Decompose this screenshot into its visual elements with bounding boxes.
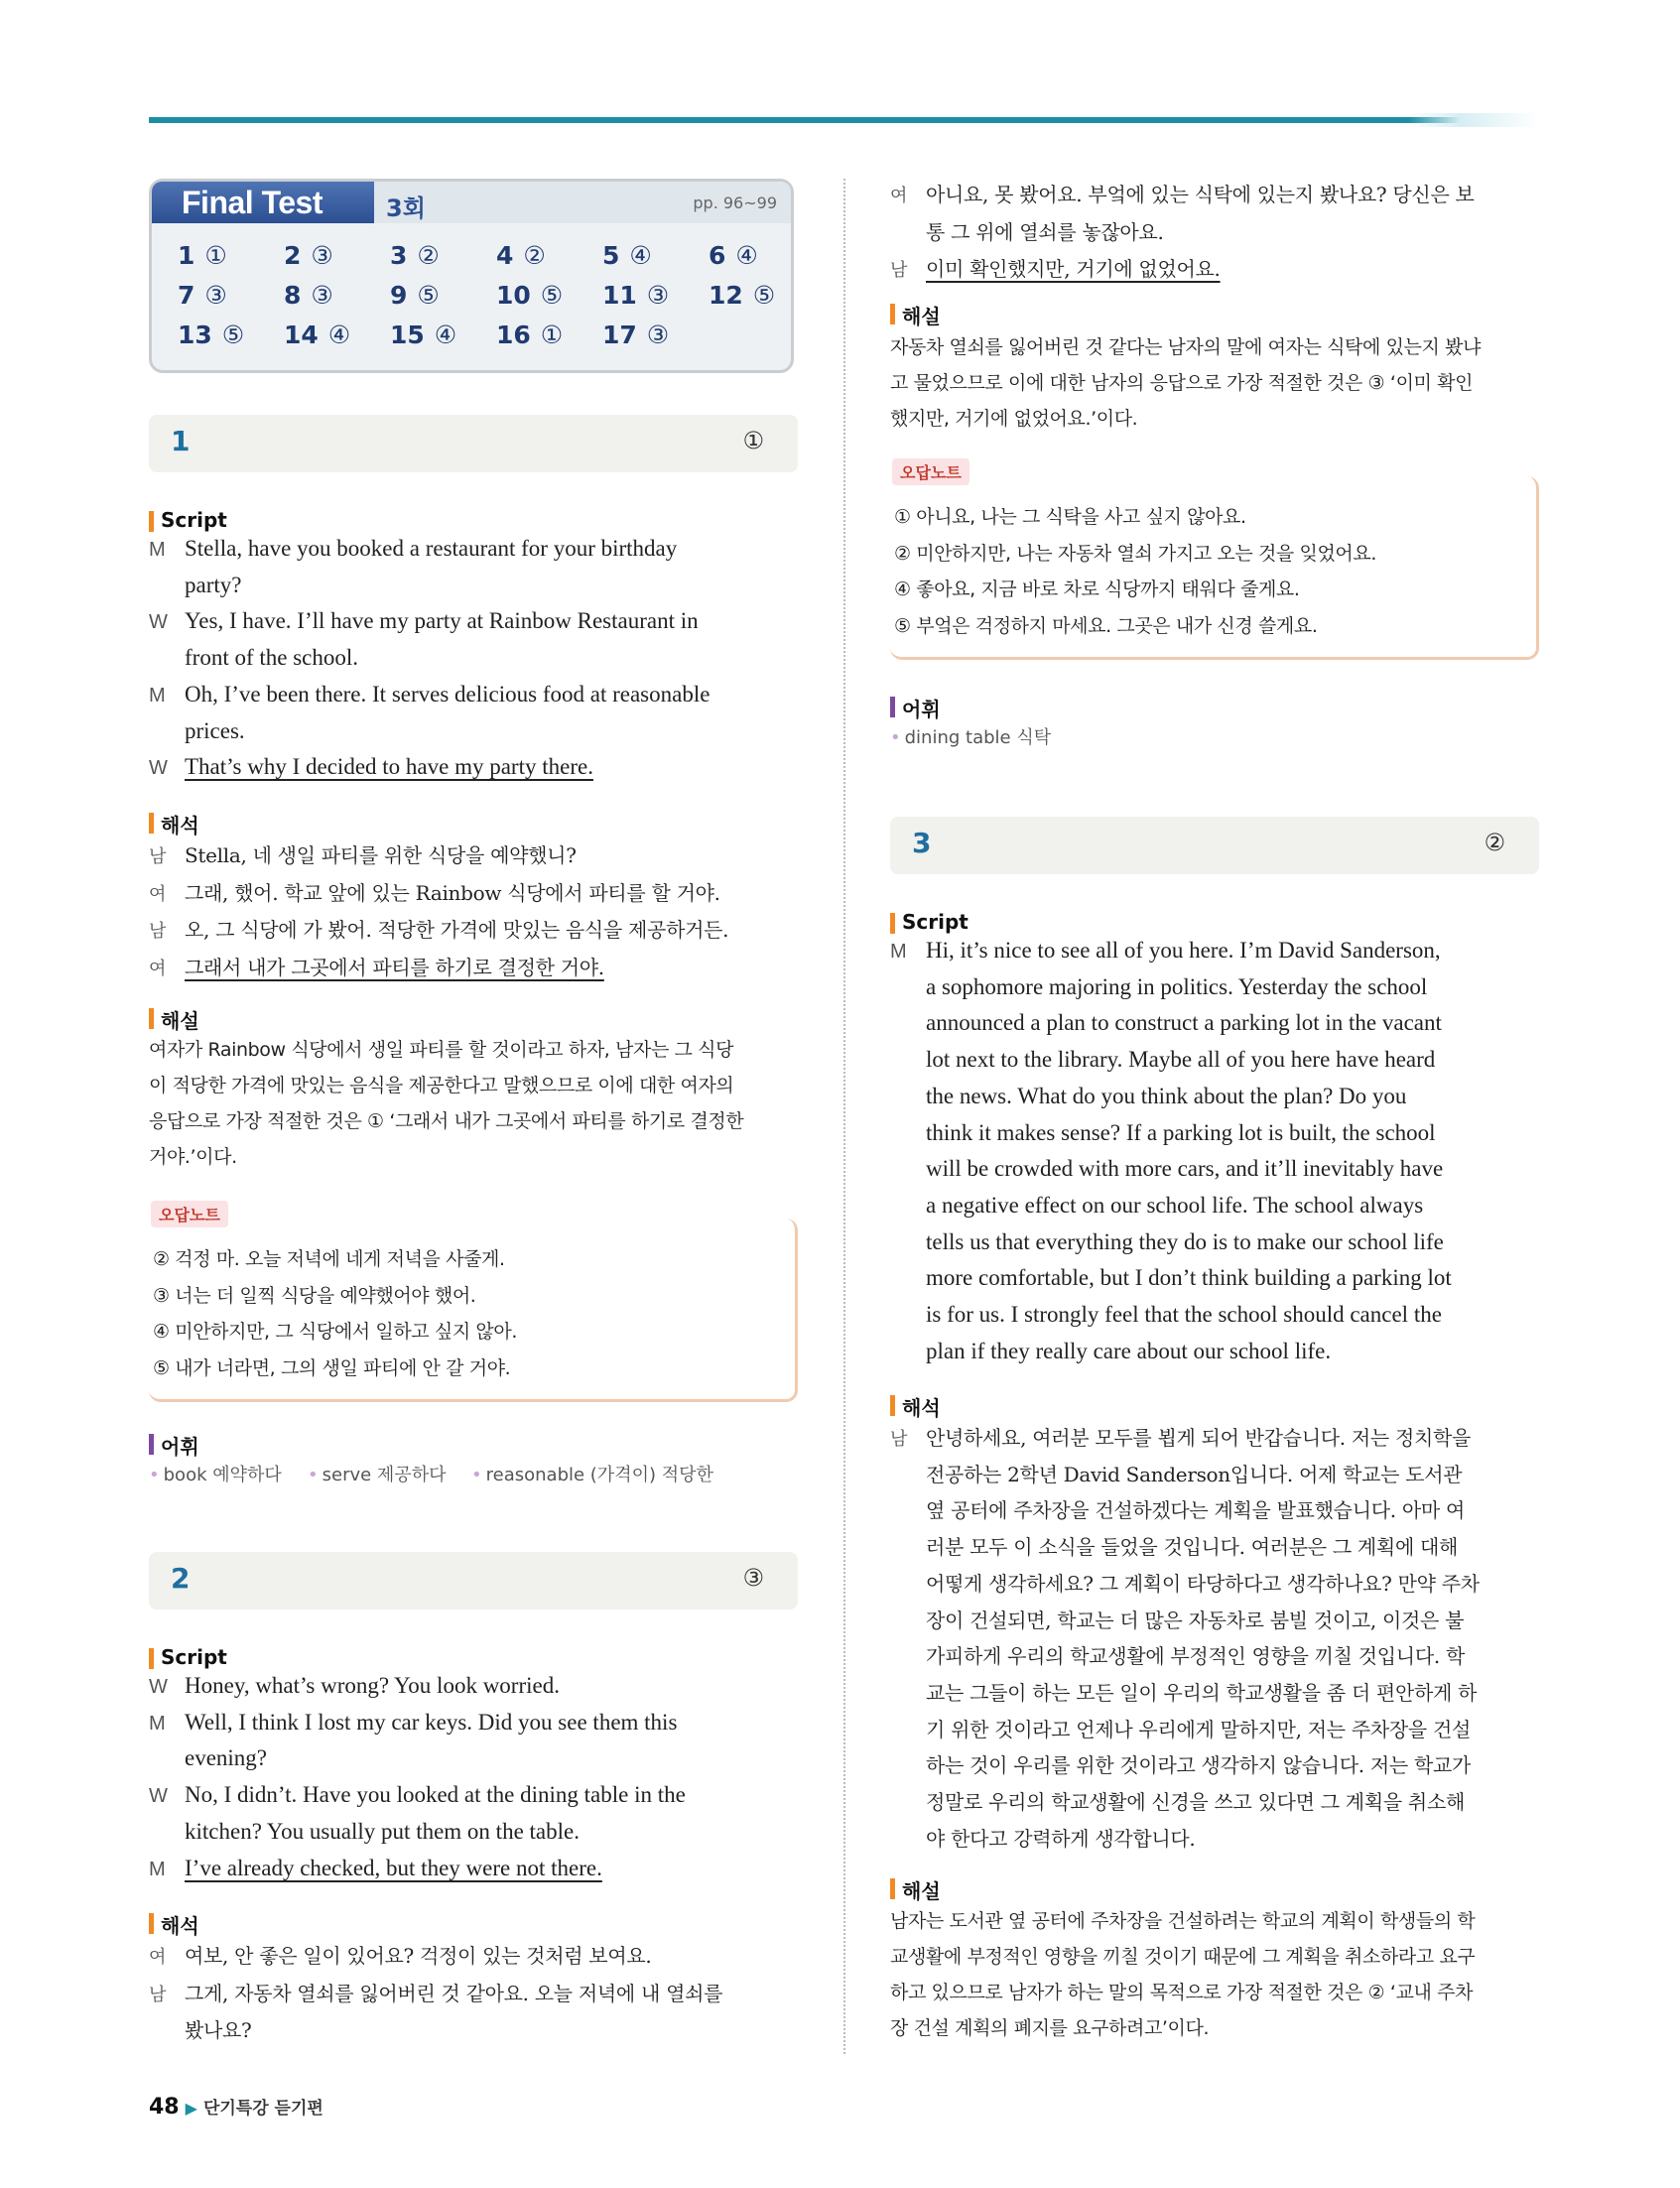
dialogue-line: announced a plan to construct a parking lot in the vacant xyxy=(926,1010,1442,1036)
translation-heading: 해석 xyxy=(149,1910,199,1939)
dialogue-line: will be crowded with more cars, and it’ll inevitably have xyxy=(926,1156,1444,1182)
answer-item xyxy=(496,241,546,270)
dialogue-line: 교는 그들이 하는 모든 일이 우리의 학교생활을 좀 더 편안하게 하 xyxy=(926,1680,1478,1705)
dialogue-line: 그래, 했어. 학교 앞에 있는 Rainbow 식당에서 파티를 할 거야. xyxy=(185,880,720,905)
question-answer: ③ xyxy=(742,1564,764,1592)
script-heading: Script xyxy=(890,910,969,934)
dialogue-line: evening? xyxy=(185,1745,268,1771)
explanation-line: 남자는 도서관 옆 공터에 주차장을 건설하려는 학교의 계획이 학생들의 학 xyxy=(890,1910,1476,1932)
question-number: 2 xyxy=(171,1562,191,1595)
question-number: 3 xyxy=(912,827,932,859)
answer-choice: ② xyxy=(523,241,546,270)
answer-item xyxy=(709,281,775,310)
answer-item xyxy=(390,241,440,270)
dialogue-line: 그게, 자동차 열쇠를 잃어버린 것 같아요. 오늘 저녁에 내 열쇠를 xyxy=(185,1981,723,2005)
q1-wrong-notes xyxy=(149,1206,798,1402)
answer-number: 3 xyxy=(390,241,408,270)
answer-number: 12 xyxy=(709,281,743,310)
answer-number: 7 xyxy=(178,281,195,310)
answer-number: 4 xyxy=(496,241,514,270)
speaker-label: W xyxy=(149,1676,168,1698)
question-3-header xyxy=(890,817,1539,874)
answer-number: 11 xyxy=(602,281,637,310)
question-answer: ① xyxy=(742,427,764,454)
dialogue-line: 여보, 안 좋은 일이 있어요? 걱정이 있는 것처럼 보여요. xyxy=(185,1944,652,1968)
script-heading: Script xyxy=(149,508,227,532)
answer-key-box xyxy=(149,179,794,373)
dialogue-line: Yes, I have. I’ll have my party at Rainbow Restaurant in xyxy=(185,608,699,634)
q2-explanation xyxy=(890,329,1539,437)
dialogue-line: is for us. I strongly feel that the school should cancel the xyxy=(926,1302,1442,1327)
explanation-heading: 해설 xyxy=(149,1005,199,1034)
answer-item xyxy=(284,321,350,349)
answer-choice: ③ xyxy=(311,241,333,270)
dialogue-line: 장이 건설되면, 학교는 더 많은 자동차로 붐빌 것이고, 이것은 불 xyxy=(926,1608,1465,1632)
answer-choice: ⑤ xyxy=(221,321,245,349)
answer-item xyxy=(602,321,669,349)
bullet-icon: • xyxy=(471,1465,482,1485)
answer-choice: ③ xyxy=(646,321,670,349)
question-answer: ② xyxy=(1484,829,1505,856)
translation-heading: 해석 xyxy=(890,1392,941,1421)
top-rule-fade xyxy=(1409,113,1538,127)
dialogue-line: 기 위한 것이라고 언제나 우리에게 말하지만, 저는 주차장을 건설 xyxy=(926,1717,1472,1741)
answer-number: 2 xyxy=(284,241,302,270)
answer-number: 8 xyxy=(284,281,302,310)
dialogue-line: 가피하게 우리의 학교생활에 부정적인 영향을 끼칠 것입니다. 학 xyxy=(926,1644,1465,1669)
dialogue-line: plan if they really care about our school life. xyxy=(926,1338,1332,1363)
wrong-note-item: ⑤ 부엌은 걱정하지 마세요. 그곳은 내가 신경 쓸게요. xyxy=(894,614,1318,637)
speaker-label: 남 xyxy=(890,1429,908,1450)
explanation-line: 장 건설 계획의 폐지를 요구하려고’이다. xyxy=(890,2017,1210,2039)
answer-key-header xyxy=(152,182,791,223)
answer-choice: ④ xyxy=(629,241,652,270)
wrong-note-item: ③ 너는 더 일찍 식당을 예약했어야 했어. xyxy=(153,1284,476,1307)
wrong-note-item: ④ 좋아요, 지금 바로 차로 식당까지 태워다 줄게요. xyxy=(894,579,1300,600)
bullet-icon: • xyxy=(890,727,901,748)
explanation-line: 하고 있으므로 남자가 하는 말의 목적으로 가장 적절한 것은 ② ‘교내 주차 xyxy=(890,1982,1474,2003)
dialogue-line: 정말로 우리의 학교생활에 신경을 쓰고 있다면 그 계획을 취소해 xyxy=(926,1790,1465,1814)
page-number: 48 xyxy=(149,2095,180,2120)
dialogue-line: think it makes sense? If a parking lot is built, the school xyxy=(926,1119,1436,1145)
answer-number: 16 xyxy=(496,321,531,349)
explanation-heading: 해설 xyxy=(890,1875,941,1904)
arrow-right-icon: ▶ xyxy=(185,2099,197,2118)
explanation-line: 자동차 열쇠를 잃어버린 것 같다는 남자의 말에 여자는 식탁에 있는지 봤냐 xyxy=(890,336,1482,358)
dialogue-line: Honey, what’s wrong? You look worried. xyxy=(185,1673,560,1698)
top-rule xyxy=(149,117,1538,123)
speaker-label: W xyxy=(149,757,168,780)
dialogue-line: Stella, 네 생일 파티를 위한 식당을 예약했니? xyxy=(185,843,577,867)
test-round: 3회 xyxy=(386,194,426,222)
dialogue-line: prices. xyxy=(185,717,245,743)
dialogue-line: 러분 모두 이 소식을 들었을 것입니다. 여러분은 그 계획에 대해 xyxy=(926,1535,1459,1560)
final-test-badge xyxy=(152,182,374,223)
answer-choice: ③ xyxy=(204,281,227,310)
dialogue-line: party? xyxy=(185,572,242,597)
question-number: 1 xyxy=(171,425,191,457)
answer-choice: ⑤ xyxy=(417,281,440,310)
speaker-label: 남 xyxy=(149,921,167,942)
vocab-text: serve 제공하다 xyxy=(322,1465,447,1485)
speaker-label: 여 xyxy=(149,883,167,905)
dialogue-line: 안녕하세요, 여러분 모두를 뵙게 되어 반갑습니다. 저는 정치학을 xyxy=(926,1426,1472,1450)
book-title: 단기특강 듣기편 xyxy=(202,2099,323,2119)
bullet-icon: • xyxy=(308,1465,319,1485)
q2-wrong-notes xyxy=(890,463,1539,660)
page-range: pp. 96~99 xyxy=(693,193,777,212)
dialogue-line: 전공하는 2학년 David Sanderson입니다. 어제 학교는 도서관 xyxy=(926,1462,1463,1486)
dialogue-line: 하는 것이 우리를 위한 것이라고 생각하지 않습니다. 저는 학교가 xyxy=(926,1753,1472,1778)
answer-choice: ① xyxy=(540,321,564,349)
translation-heading: 해석 xyxy=(149,810,199,838)
wrong-notes-tag: 오답노트 xyxy=(151,1201,228,1227)
dialogue-line: 그래서 내가 그곳에서 파티를 하기로 결정한 거야. xyxy=(185,955,604,979)
speaker-label: 여 xyxy=(890,186,908,206)
vocab-heading: 어휘 xyxy=(890,694,941,722)
answer-number: 10 xyxy=(496,281,531,310)
answer-choice: ① xyxy=(204,241,227,270)
dialogue-line: 이미 확인했지만, 거기에 없었어요. xyxy=(926,257,1221,281)
dialogue-line: 야 한다고 강력하게 생각합니다. xyxy=(926,1826,1196,1851)
dialogue-line: 아니요, 못 봤어요. 부엌에 있는 식탁에 있는지 봤나요? 당신은 보 xyxy=(926,183,1475,206)
script-heading: Script xyxy=(149,1645,227,1669)
vocab-item xyxy=(149,1461,282,1486)
dialogue-line: a negative effect on our school life. The school always xyxy=(926,1192,1424,1218)
wrong-notes-tag: 오답노트 xyxy=(892,458,969,485)
answer-choice: ④ xyxy=(327,321,351,349)
column-divider xyxy=(843,179,845,2054)
vocab-heading: 어휘 xyxy=(149,1431,199,1460)
dialogue-line: 어떻게 생각하세요? 그 계획이 타당하다고 생각하나요? 만약 주차 xyxy=(926,1571,1480,1596)
dialogue-line: the news. What do you think about the plan? Do you xyxy=(926,1083,1407,1108)
answer-number: 17 xyxy=(602,321,637,349)
answer-item xyxy=(284,281,333,310)
question-2-header xyxy=(149,1552,798,1609)
answer-item xyxy=(390,321,456,349)
answer-number: 13 xyxy=(178,321,212,349)
vocab-item xyxy=(471,1461,713,1486)
answer-choice: ④ xyxy=(735,241,758,270)
answer-choice: ③ xyxy=(311,281,333,310)
wrong-note-item: ① 아니요, 나는 그 식탁을 사고 싶지 않아요. xyxy=(894,506,1246,528)
explanation-line: 응답으로 가장 적절한 것은 ① ‘그래서 내가 그곳에서 파티를 하기로 결정한 xyxy=(149,1110,744,1132)
answer-item xyxy=(496,281,563,310)
speaker-label: 여 xyxy=(149,958,167,979)
explanation-line: 거야.’이다. xyxy=(149,1146,237,1168)
dialogue-line: front of the school. xyxy=(185,645,359,671)
speaker-label: M xyxy=(149,1858,166,1880)
speaker-label: M xyxy=(890,941,907,963)
wrong-note-item: ⑤ 내가 너라면, 그의 생일 파티에 안 갈 거야. xyxy=(153,1356,511,1379)
answer-number: 15 xyxy=(390,321,425,349)
dialogue-line: That’s why I decided to have my party there. xyxy=(185,754,593,780)
explanation-line: 했지만, 거기에 없었어요.’이다. xyxy=(890,408,1138,430)
answer-number: 6 xyxy=(709,241,726,270)
wrong-note-item: ② 미안하지만, 나는 자동차 열쇠 가지고 오는 것을 잊었어요. xyxy=(894,542,1376,565)
dialogue-line: 오, 그 식당에 가 봤어. 적당한 가격에 맛있는 음식을 제공하거든. xyxy=(185,918,729,942)
vocab-item xyxy=(890,723,1051,749)
answer-item xyxy=(602,241,652,270)
answer-number: 1 xyxy=(178,241,195,270)
final-test-title: Final Test xyxy=(182,185,323,220)
vocab-text: reasonable (가격이) 적당한 xyxy=(485,1465,713,1485)
answer-choice: ④ xyxy=(434,321,457,349)
speaker-label: W xyxy=(149,611,168,634)
answer-item xyxy=(496,321,563,349)
vocab-text: book 예약하다 xyxy=(163,1465,282,1485)
bullet-icon: • xyxy=(149,1465,160,1485)
explanation-line: 이 적당한 가격에 맛있는 음식을 제공한다고 말했으므로 이에 대한 여자의 xyxy=(149,1075,734,1096)
dialogue-line: Oh, I’ve been there. It serves delicious food at reasonable xyxy=(185,681,711,707)
vocab-item xyxy=(308,1461,446,1486)
explanation-heading: 해설 xyxy=(890,301,941,329)
answer-item xyxy=(602,281,669,310)
speaker-label: 남 xyxy=(890,260,908,281)
dialogue-line: No, I didn’t. Have you looked at the dining table in the xyxy=(185,1782,686,1808)
speaker-label: 남 xyxy=(149,846,167,867)
dialogue-line: more comfortable, but I don’t think building a parking lot xyxy=(926,1265,1452,1291)
dialogue-line: 옆 공터에 주차장을 건설하겠다는 계획을 발표했습니다. 아마 여 xyxy=(926,1498,1465,1523)
speaker-label: W xyxy=(149,1785,168,1808)
wrong-note-item: ② 걱정 마. 오늘 저녁에 네게 저녁을 사줄게. xyxy=(153,1248,505,1270)
wrong-note-item: ④ 미안하지만, 그 식당에서 일하고 싶지 않아. xyxy=(153,1321,517,1343)
speaker-label: M xyxy=(149,1712,166,1735)
answer-item xyxy=(178,241,227,270)
explanation-line: 교생활에 부정적인 영향을 끼칠 것이기 때문에 그 계획을 취소하라고 요구 xyxy=(890,1946,1476,1968)
answer-number: 9 xyxy=(390,281,408,310)
answer-choice: ③ xyxy=(646,281,670,310)
q3-explanation xyxy=(890,1903,1539,2046)
speaker-label: M xyxy=(149,539,166,561)
answer-item xyxy=(178,321,244,349)
explanation-line: 고 물었으므로 이에 대한 남자의 응답으로 가장 적절한 것은 ③ ‘이미 확인 xyxy=(890,372,1474,394)
dialogue-line: tells us that everything they do is to make our school life xyxy=(926,1228,1444,1254)
speaker-label: 남 xyxy=(149,1984,167,2005)
dialogue-line: Stella, have you booked a restaurant for your birthday xyxy=(185,536,678,561)
answer-choice: ⑤ xyxy=(752,281,776,310)
dialogue-line: Well, I think I lost my car keys. Did you see them this xyxy=(185,1709,678,1735)
answer-choice: ⑤ xyxy=(540,281,564,310)
answer-item xyxy=(178,281,227,310)
dialogue-line: 통 그 위에 열쇠를 놓잖아요. xyxy=(926,219,1164,244)
explanation-line: 여자가 Rainbow 식당에서 생일 파티를 할 것이라고 하자, 남자는 그 식당 xyxy=(149,1039,734,1061)
page-footer xyxy=(149,2094,323,2120)
answer-item xyxy=(390,281,440,310)
dialogue-line: kitchen? You usually put them on the table. xyxy=(185,1818,580,1844)
dialogue-line: 봤나요? xyxy=(185,2018,252,2042)
answer-number: 14 xyxy=(284,321,319,349)
answer-item xyxy=(709,241,758,270)
dialogue-line: lot next to the library. Maybe all of you here have heard xyxy=(926,1047,1436,1073)
answer-choice: ② xyxy=(417,241,440,270)
answer-number: 5 xyxy=(602,241,620,270)
question-1-header xyxy=(149,415,798,472)
answer-item xyxy=(284,241,333,270)
speaker-label: M xyxy=(149,684,166,707)
dialogue-line: a sophomore majoring in politics. Yesterday the school xyxy=(926,973,1428,999)
speaker-label: 여 xyxy=(149,1947,167,1968)
vocab-text: dining table 식탁 xyxy=(904,727,1052,748)
dialogue-line: Hi, it’s nice to see all of you here. I’m David Sanderson, xyxy=(926,938,1441,963)
dialogue-line: I’ve already checked, but they were not there. xyxy=(185,1855,602,1880)
q1-explanation xyxy=(149,1032,798,1175)
